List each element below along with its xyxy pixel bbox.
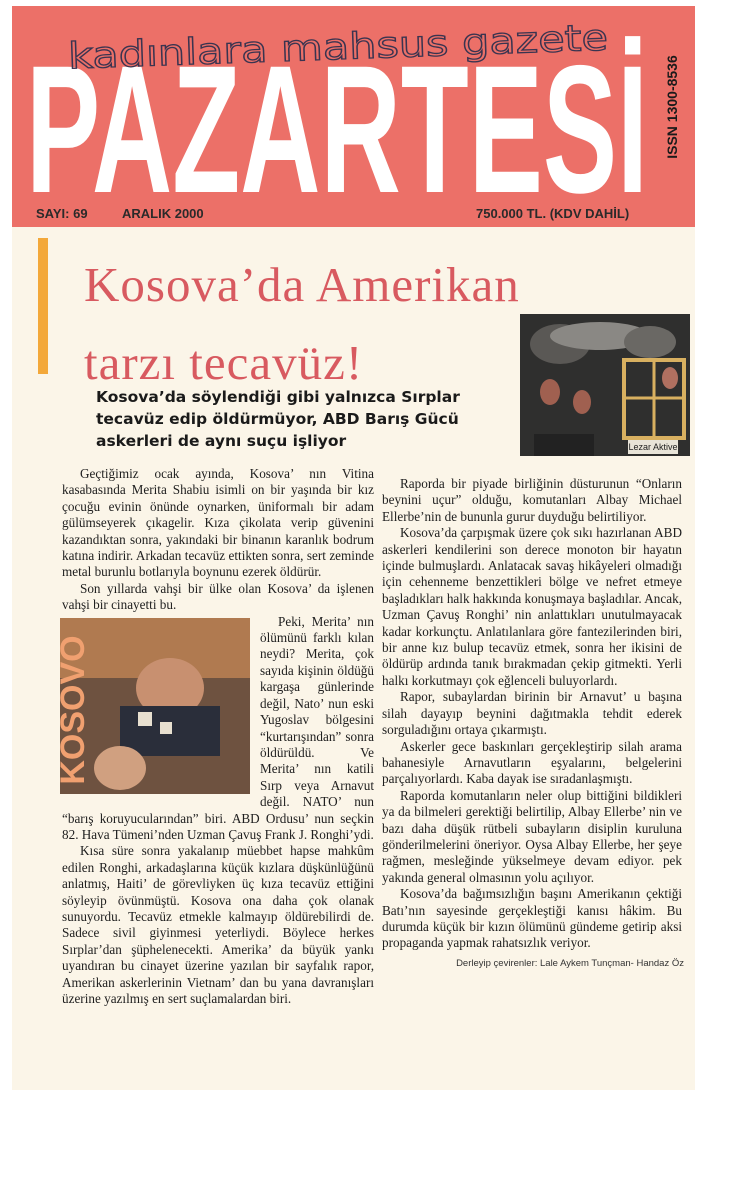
- article-column-right: [382, 476, 682, 952]
- paragraph: Askerler gece baskınları gerçekleştirip silah arama bahanesiyle Arnavutların eşyalarını, belgelerini parçalıyorlardı. Kaba dayak ise sıradanlaşmıştı.: [382, 738, 682, 787]
- kosovo-photo-graphic: [54, 618, 250, 794]
- subheadline: Kosova’da söylendiği gibi yalnızca Sırplar tecavüz edip öldürmüyor, ABD Barış Gücü askerleri de aynı suçu işliyor: [96, 388, 460, 450]
- newspaper-clipping: [12, 6, 695, 1090]
- paragraph: Geçtiğimiz ocak ayında, Kosova’ nın Vitina kasabasında Merita Shabiu isimli on bir yaşında bir kız çocuğu evinin önünde oynarken, üniformalı bir adam gülümseyerek çıkagelir. Kıza çikolata verip güvenini kazandıktan sonra, yakındaki bir binanın karanlık bodrum katına indirir. Arkadan tecavüz ettikten sonra, sert zeminde metal burunlu botlarıyla boynunu ezerek öldürür.: [62, 466, 374, 580]
- paragraph: Kısa süre sonra yakalanıp müebbet hapse mahkûm edilen Ronghi, arkadaşlarına küçük kızlara düşkünlüğünü anlatmış, Haiti’ de görevliyken üç kıza tecavüz ettiğini söyleyip övünmüştü. Kosova ona daha çok olanak sunuyordu. Tecavüz etmekle kalmayıp öldürebilirdi de. Sadece sivil giyinmesi yeterliydi. Böylece herkes Sırplar’dan şüphelenecekti. Amerika’ da büyük yankı uyandıran bu cinayet üzerine yazılan bir sayfalık rapor, Amerikan askerlerinin Vietnam’ dan bu yana davranışları üzerine yazılmış en sert suçlamalardan biri.: [62, 843, 374, 1006]
- issue-number: SAYI: 69: [36, 206, 88, 221]
- headline-accent-bar: [38, 238, 48, 374]
- paragraph: Raporda komutanların neler olup bittiğini bildikleri ya da bilmeleri gerektiği belirtilip, Albay Ellerbe’ nin ve bazı daha düşük rütbeli subayların disiplin kuruluna gönderilmelerini öneriyor. Oysa Albay Ellerbe, her şeye rağmen, mesleğinde yükselmeye devam ediyor. pek yakında general olmasının yolu açılıyor.: [382, 787, 682, 885]
- paragraph: Peki, Merita’ nın ölümünü farklı kılan neydi? Merita, çok sayıda kişinin öldüğü kargaşa günlerinde değil, Nato’ nun eski Yugoslav bölgesini “kurtarışından” sonra öldürüldü. Ve Merita’ nın katili Sırp veya Arnavut değil. NATO’ nun “barış koruyucularından” biri. ABD Ordusu’ nun seçkin 82. Hava Tümeni’nden Uzman Çavuş Frank J. Ronghi’ydi.: [62, 613, 374, 842]
- paragraph: Son yıllarda vahşi bir ülke olan Kosova’ da işlenen vahşi bir cinayetti bu.: [62, 580, 374, 613]
- headline-line-1: Kosova’da Amerikan: [84, 257, 520, 312]
- issue-price: 750.000 TL. (KDV DAHİL): [476, 206, 630, 221]
- kosovo-photo-text: KOSOVO: [54, 635, 92, 785]
- paragraph: Kosova’da çarpışmak üzere çok sıkı hazırlanan ABD askerleri kendilerini son derece monoton bir hayatın içinde bulmuşlardı. Anlatacak savaş hikâyeleri olmadığı için cehenneme benzettikleri bölge ve nefret etmeye başladıkları halk hakkında konuşmaya başladılar. Ancak, Uzman Çavuş Ronghi’ nin anlattıkları unutulmayacak kadar korkunçtu. Anlatılanlara göre fantezilerinden biri, bir anne kız bulup tecavüz etmek, sonra her ikisini de öldürüp ardında tanık bırakmadan çekip gitmekti. Yerli halkı korkutmayı çok eğlenceli buluyorlardı.: [382, 525, 682, 688]
- article-column-left: [54, 466, 374, 1007]
- translator-credits: Derleyip çevirenler: Lale Aykem Tunçman- Handaz Öz: [456, 958, 684, 969]
- kosovo-children-photo: [54, 618, 250, 794]
- paragraph: Rapor, subaylardan birinin bir Arnavut’ u başına silah dayayıp beynini dağıtmakla tehdit ederek sorguladığını ortaya çıkarmıştı.: [382, 689, 682, 738]
- issue-info-bar: [12, 202, 695, 227]
- masthead: [12, 6, 695, 231]
- photo-sign-text: Lezar Aktive: [628, 442, 678, 452]
- logo-text: PAZARTESİ: [26, 27, 648, 231]
- paragraph: Kosova’da bağımsızlığın başını Amerikanın çektiği Batı’nın sayesinde gerçekleştiği kanısı hâkim. Bu durumda küçük bir kızın ölümünü gündeme getirip aksi propaganda yapmak rahatsızlık veriyor.: [382, 886, 682, 951]
- paragraph: Raporda bir piyade birliğinin düsturunun “Onların beynini uçur” olduğu, komutanları Albay Michael Ellerbe’nin de bununla gurur duyduğu belirtiliyor.: [382, 476, 682, 524]
- soldiers-photo: [520, 314, 690, 456]
- soldiers-photo-graphic: [520, 314, 690, 456]
- handwritten-tagline: kadınlara mahsus gazete: [67, 20, 521, 78]
- issue-date: ARALIK 2000: [122, 206, 204, 221]
- issn-number: ISSN 1300-8536: [664, 55, 680, 159]
- headline-line-2: tarzı tecavüz!: [84, 335, 364, 390]
